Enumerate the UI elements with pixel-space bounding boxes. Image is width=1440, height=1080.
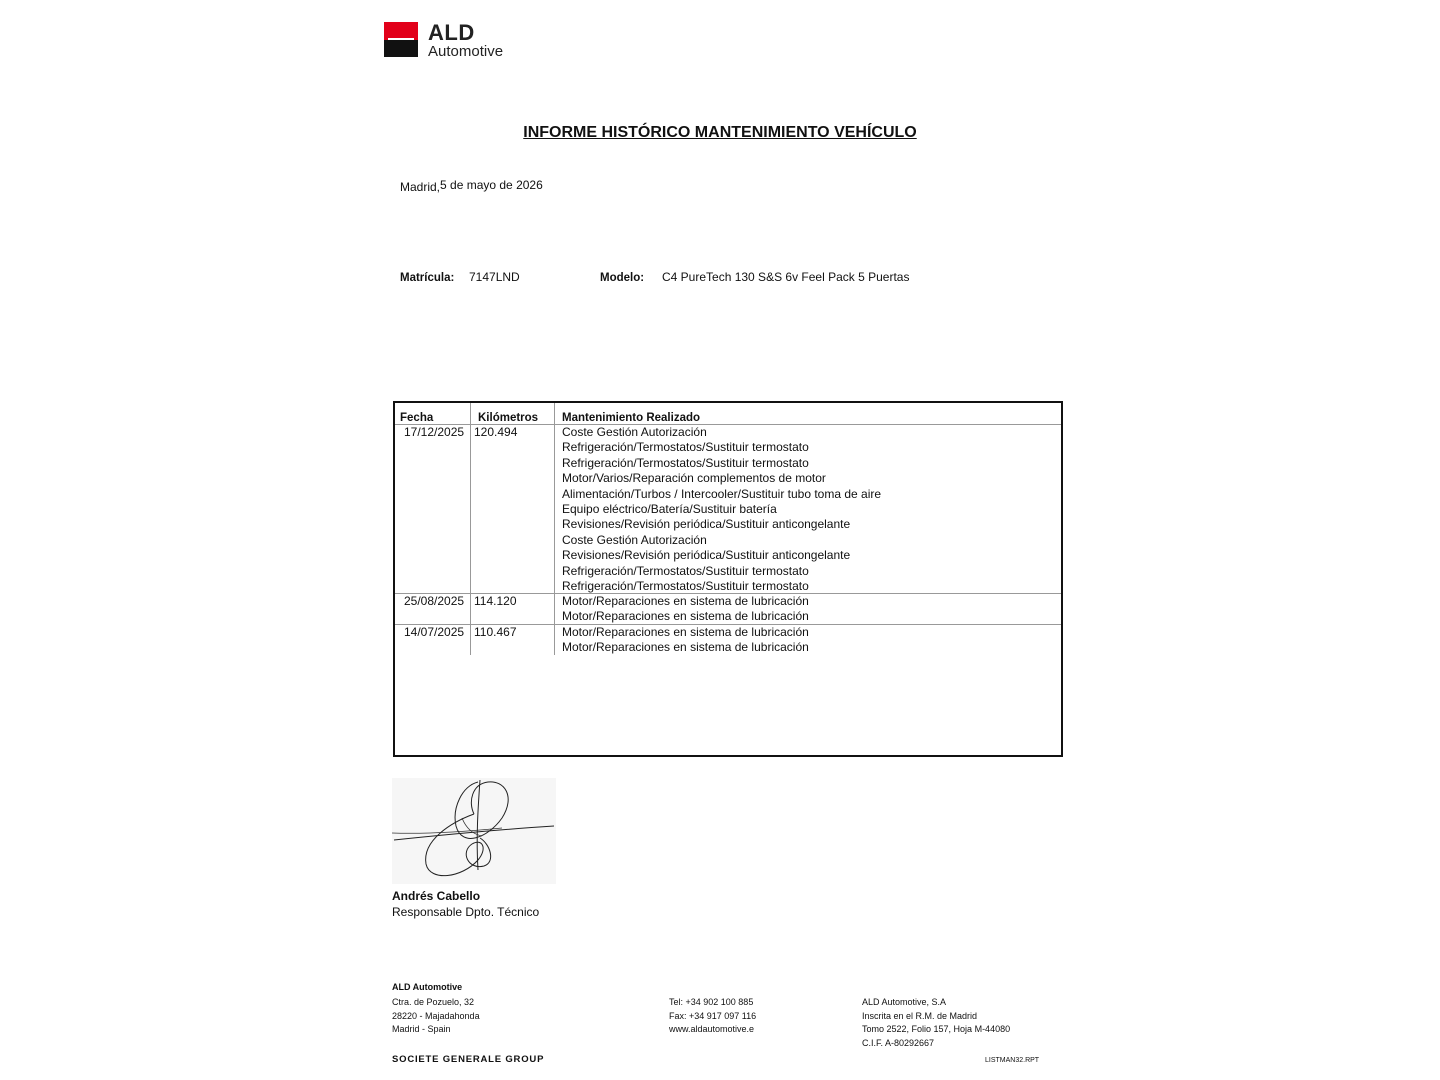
- row-date: 14/07/2025: [404, 625, 465, 639]
- address-line: Ctra. de Pozuelo, 32: [392, 997, 475, 1007]
- logo-brand: ALD: [428, 20, 475, 45]
- list-item: Motor/Reparaciones en sistema de lubricación: [562, 640, 809, 655]
- header-maintenance: Mantenimiento Realizado: [562, 412, 701, 424]
- registry-line: ALD Automotive, S.A: [862, 997, 947, 1007]
- signer-name: Andrés Cabello: [392, 889, 481, 903]
- list-item: Equipo eléctrico/Batería/Sustituir batería: [562, 502, 777, 517]
- column-divider: [554, 403, 555, 655]
- footer-contact: [669, 996, 756, 1037]
- header-km: Kilómetros: [478, 412, 539, 424]
- row-date: 25/08/2025: [404, 594, 465, 608]
- signature-image: [392, 778, 556, 884]
- contact-website: www.aldautomotive.e: [669, 1024, 755, 1035]
- row-maintenance-list: [562, 425, 881, 594]
- footer-address: [392, 996, 480, 1037]
- list-item: Refrigeración/Termostatos/Sustituir termostato: [562, 440, 809, 455]
- header-date: Fecha: [400, 412, 434, 424]
- list-item: Refrigeración/Termostatos/Sustituir termostato: [562, 563, 809, 578]
- plate-label: Matrícula:: [400, 272, 455, 284]
- place-date: [400, 178, 543, 192]
- list-item: Motor/Reparaciones en sistema de lubricación: [562, 625, 809, 639]
- footer-registry: [862, 996, 1010, 1050]
- row-maintenance-list: [562, 625, 809, 656]
- contact-phone: Tel: +34 902 100 885: [669, 997, 754, 1007]
- maintenance-table: [393, 401, 1063, 757]
- contact-fax: Fax: +34 917 097 116: [669, 1010, 757, 1021]
- address-line: 28220 - Majadahonda: [392, 1010, 480, 1021]
- column-divider: [470, 403, 471, 655]
- list-item: Coste Gestión Autorización: [562, 425, 707, 439]
- report-code: LISTMAN32.RPT: [985, 1057, 1040, 1064]
- list-item: Motor/Reparaciones en sistema de lubricación: [562, 609, 809, 624]
- row-maintenance-list: [562, 594, 809, 625]
- model-label: Modelo:: [600, 272, 645, 284]
- signer-role: Responsable Dpto. Técnico: [392, 905, 540, 919]
- city: Madrid,: [400, 180, 441, 194]
- address-line: Madrid - Spain: [392, 1024, 451, 1035]
- footer-company: ALD Automotive: [392, 982, 463, 992]
- logo-mark: [384, 22, 418, 57]
- list-item: Revisiones/Revisión periódica/Sustituir anticongelante: [562, 548, 851, 563]
- report-date: 5 de mayo de 2026: [440, 178, 543, 192]
- row-date: 17/12/2025: [404, 425, 465, 439]
- list-item: Motor/Reparaciones en sistema de lubricación: [562, 594, 809, 608]
- row-km: 110.467: [474, 625, 517, 639]
- row-km: 114.120: [474, 594, 517, 608]
- registry-line: Tomo 2522, Folio 157, Hoja M-44080: [862, 1024, 1011, 1035]
- list-item: Refrigeración/Termostatos/Sustituir termostato: [562, 579, 809, 594]
- list-item: Motor/Varios/Reparación complementos de motor: [562, 471, 826, 486]
- logo-subtitle: Automotive: [428, 43, 504, 60]
- company-logo: [384, 22, 512, 60]
- list-item: Alimentación/Turbos / Intercooler/Sustituir tubo toma de aire: [562, 486, 882, 501]
- plate-value: 7147LND: [469, 270, 520, 284]
- registry-line: Inscrita en el R.M. de Madrid: [862, 1010, 978, 1021]
- group-label: SOCIETE GENERALE GROUP: [392, 1054, 545, 1065]
- model-value: C4 PureTech 130 S&S 6v Feel Pack 5 Puertas: [662, 270, 910, 284]
- list-item: Revisiones/Revisión periódica/Sustituir anticongelante: [562, 517, 851, 532]
- row-km: 120.494: [474, 425, 518, 439]
- list-item: Coste Gestión Autorización: [562, 532, 707, 547]
- registry-line: C.I.F. A-80292667: [862, 1037, 935, 1048]
- page-title: INFORME HISTÓRICO MANTENIMIENTO VEHÍCULO: [523, 124, 917, 141]
- list-item: Refrigeración/Termostatos/Sustituir termostato: [562, 455, 809, 470]
